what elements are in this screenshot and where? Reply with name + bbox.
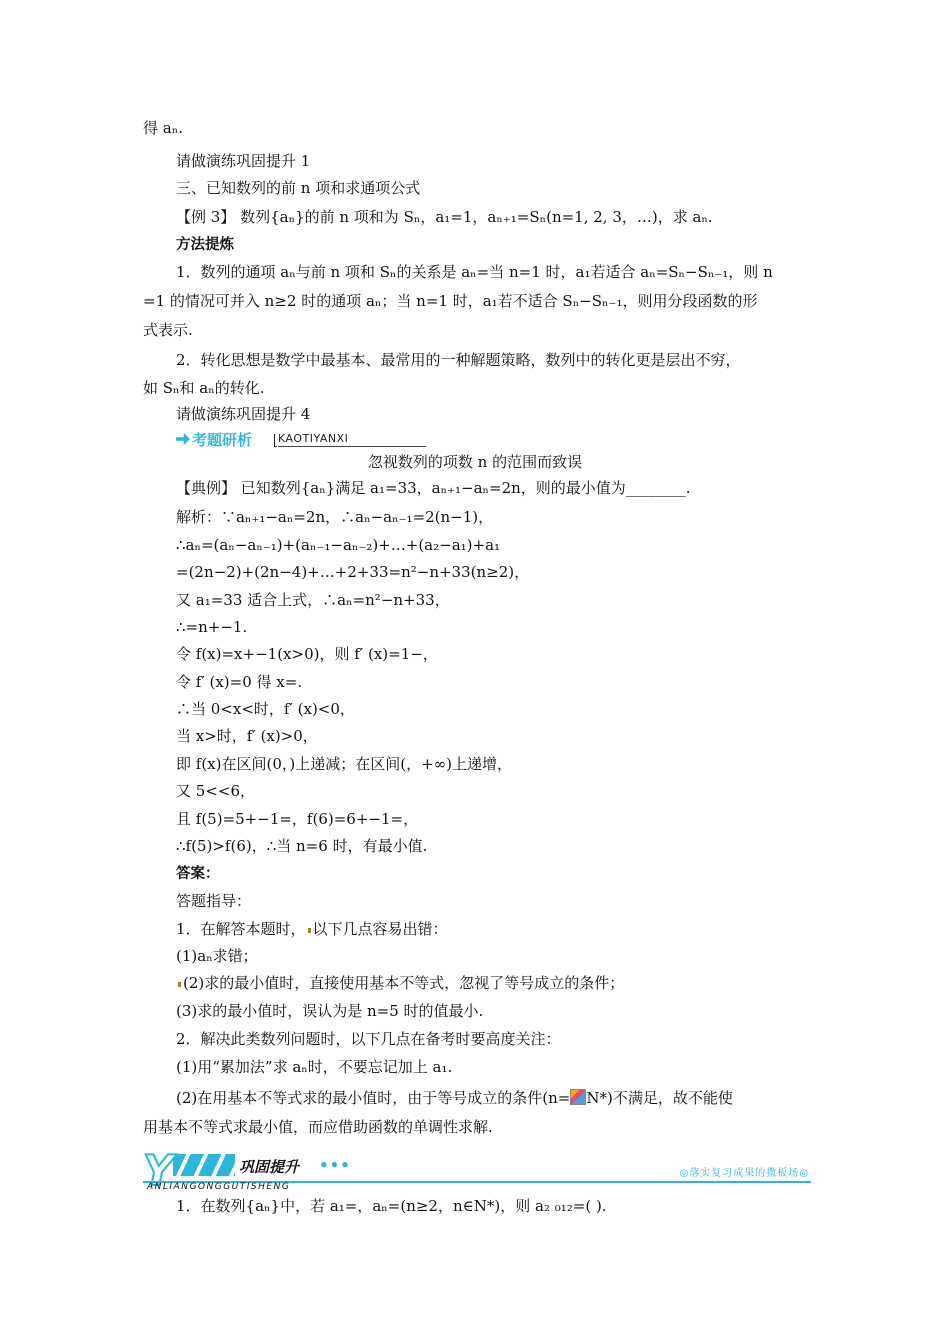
guide-text: (2)在用基本不等式求的最小值时，由于等号成立的条件(n= (176, 1089, 571, 1107)
banner-letter: Y (143, 1146, 174, 1195)
banner-underline (278, 446, 426, 447)
solution-line: 令 f(x)=x+−1(x>0)，则 f′ (x)=1−， (176, 645, 438, 663)
dot-mark-icon (308, 928, 311, 933)
gonggu-subtitle: ANLIANGONGGUTISHENG (147, 1182, 291, 1192)
solution-line: ∴=n+−1. (176, 618, 248, 636)
guide-line (176, 973, 624, 993)
gonggu-banner (143, 1146, 811, 1195)
text-line: 1．数列的通项 aₙ与前 n 项和 Sₙ的关系是 aₙ=当 n=1 时，a₁若适合 aₙ=Sₙ−Sₙ₋₁，则 n (176, 263, 773, 281)
banner-tick (274, 434, 277, 447)
solution-line: 又 a₁=33 适合上式，∴aₙ=n²−n+33， (176, 591, 450, 609)
guide-text: (2)求的最小值时，直接使用基本不等式，忽视了等号成立的条件； (183, 974, 625, 992)
text-line: 式表示. (143, 321, 193, 339)
guide-line: 2．解决此类数列问题时，以下几点在备考时要高度关注： (176, 1030, 561, 1048)
guide-text: 1．在解答本题时， (176, 920, 306, 938)
banner-stripes (173, 1154, 235, 1176)
solution-line: =(2n−2)+(2n−4)+…+2+33=n²−n+33(n≥2)， (176, 563, 530, 581)
kaoti-banner (176, 430, 426, 448)
text-line: 请做演练巩固提升 1 (176, 152, 311, 170)
gonggu-title: 巩固提升 (239, 1158, 300, 1176)
arrow-icon (176, 433, 190, 445)
guide-text: N*)不满足，故不能使 (586, 1089, 733, 1107)
solution-line: 即 f(x)在区间(0，)上递减；在区间(，+∞)上递增， (176, 755, 513, 773)
dot-mark-icon (178, 982, 181, 987)
text-line: 请做演练巩固提升 4 (176, 405, 311, 423)
example-3: 【例 3】 数列{aₙ}的前 n 项和为 Sₙ，a₁=1，aₙ₊₁=Sₙ(n=1, 2, 3，…)，求 aₙ. (176, 208, 713, 226)
guide-line (176, 919, 448, 939)
guide-heading: 答题指导： (176, 892, 252, 910)
guide-text: 以下几点容易出错： (312, 920, 448, 938)
guide-line: 用基本不等式求最小值，而应借助函数的单调性求解. (143, 1118, 493, 1136)
banner-right-text: ◎落实复习成果的撒板场◎ (679, 1168, 809, 1179)
guide-line: (1)用“累加法”求 aₙ时，不要忘记加上 a₁. (176, 1058, 453, 1076)
kaoti-title: 考题研析 (192, 431, 253, 449)
solution-line: 又 5<<6， (176, 782, 255, 800)
banner-dots: ••• (319, 1156, 351, 1174)
exercise-1: 1．在数列{aₙ}中，若 a₁=，aₙ=(n≥2，n∈N*)，则 a₂ ₀₁₂=( ). (176, 1197, 607, 1215)
text-line: 如 Sₙ和 aₙ的转化. (143, 379, 265, 397)
typical-example: 【典例】 已知数列{aₙ}满足 a₁=33，aₙ₊₁−aₙ=2n，则的最小值为________. (176, 479, 691, 497)
text-line: 得 aₙ. (143, 119, 183, 137)
section-heading: 三、已知数列的前 n 项和求通项公式 (176, 179, 421, 197)
answer-label: 答案： (176, 866, 220, 882)
text-line: =1 的情况可并入 n≥2 时的通项 aₙ；当 n=1 时，a₁若不适合 Sₙ−Sₙ₋₁，则用分段函数的形 (143, 292, 758, 310)
solution-line: ∴当 0<x<时，f′ (x)<0， (176, 700, 355, 718)
guide-line: (1)aₙ求错； (176, 947, 258, 965)
method-heading: 方法提炼 (176, 237, 234, 253)
text-line: 2．转化思想是数学中最基本、最常用的一种解题策略，数列中的转化更是层出不穷， (176, 351, 741, 369)
solution-line: ∴f(5)>f(6)，∴当 n=6 时，有最小值. (176, 837, 428, 855)
solution-line: 解析：∵aₙ₊₁−aₙ=2n，∴aₙ−aₙ₋₁=2(n−1)， (176, 508, 494, 526)
kaoti-subtitle: KAOTIYANXI (278, 432, 349, 445)
guide-line (176, 1088, 733, 1108)
solution-line: 且 f(5)=5+−1=，f(6)=6+−1=， (176, 810, 419, 828)
solution-line: 当 x>时，f′ (x)>0， (176, 727, 318, 745)
guide-line: (3)求的最小值时，误认为是 n=5 时的值最小. (176, 1002, 484, 1020)
broken-image-icon (570, 1089, 586, 1105)
error-topic-title: 忽视数列的项数 n 的范围而致误 (367, 453, 583, 471)
solution-line: ∴aₙ=(aₙ−aₙ₋₁)+(aₙ₋₁−aₙ₋₂)+…+(a₂−a₁)+a₁ (176, 536, 501, 554)
solution-line: 令 f′ (x)=0 得 x=. (176, 673, 303, 691)
